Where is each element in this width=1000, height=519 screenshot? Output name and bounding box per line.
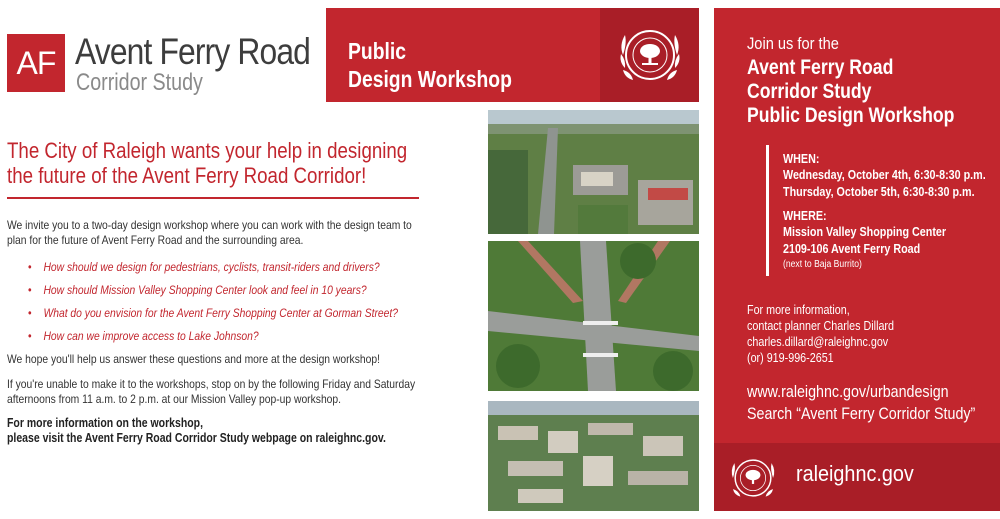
- panel-join-text: Join us for the: [747, 34, 839, 53]
- panel-title-line1: Avent Ferry Road: [747, 56, 894, 79]
- list-item: [28, 302, 398, 325]
- aerial-photo-shopping-center: [488, 110, 699, 234]
- question-text: What do you envision for the Avent Ferry Shopping Center at Gorman Street?: [43, 306, 398, 320]
- popup-paragraph: [7, 377, 415, 407]
- popup-line1: If you're unable to make it to the workshops, stop on by the following Friday and Saturday: [7, 377, 416, 391]
- question-list: [28, 256, 458, 348]
- banner-title-line2: Design Workshop: [348, 66, 512, 92]
- urbandesign-link[interactable]: www.raleighnc.gov/urbandesign: [747, 382, 949, 401]
- logo-title: Avent Ferry Road: [75, 31, 311, 72]
- bullet: •: [28, 283, 32, 297]
- footer-seal: [727, 452, 779, 504]
- links-block: [747, 381, 975, 425]
- contact-line2: contact planner Charles Dillard: [747, 319, 894, 333]
- hope-paragraph: We hope you'll help us answer these questions and more at the design workshop!: [7, 352, 380, 366]
- contact-phone: (or) 919-996-2651: [747, 351, 834, 365]
- panel-title-line3: Public Design Workshop: [747, 104, 955, 127]
- intro-line1: We invite you to a two-day design workshop where you can work with the design team to: [7, 218, 412, 232]
- where-block: [783, 209, 946, 272]
- contact-line1: For more information,: [747, 303, 850, 317]
- footer-url[interactable]: raleighnc.gov: [796, 461, 914, 486]
- aerial-photo-campus: [488, 401, 699, 511]
- more-info-paragraph: [7, 416, 386, 446]
- intro-line2: plan for the future of Avent Ferry Road and the surrounding area.: [7, 233, 304, 247]
- list-item: [28, 279, 398, 302]
- when-label: WHEN:: [783, 152, 820, 166]
- when-date-1: Wednesday, October 4th, 6:30-8:30 p.m.: [783, 168, 986, 182]
- headline-divider: [7, 197, 419, 199]
- search-instruction: Search “Avent Ferry Corridor Study”: [747, 404, 976, 423]
- intro-paragraph: [7, 218, 412, 248]
- city-seal-icon: [727, 452, 779, 504]
- where-note: (next to Baja Burrito): [783, 259, 862, 270]
- question-text: How should Mission Valley Shopping Center look and feel in 10 years?: [43, 283, 367, 297]
- headline-line2: the future of the Avent Ferry Road Corridor!: [7, 163, 367, 188]
- where-address: 2109-106 Avent Ferry Road: [783, 242, 921, 256]
- headline: [7, 138, 408, 188]
- panel-title-line2: Corridor Study: [747, 80, 872, 103]
- bullet: •: [28, 329, 32, 343]
- question-text: How should we design for pedestrians, cyclists, transit-riders and drivers?: [43, 260, 380, 274]
- af-logo-mark: [7, 34, 65, 92]
- banner-title-line1: Public: [348, 38, 406, 64]
- bullet: •: [28, 306, 32, 320]
- panel-title: [747, 56, 954, 128]
- headline-line1: The City of Raleigh wants your help in designing: [7, 138, 408, 163]
- panel-vertical-bar: [766, 145, 769, 276]
- contact-email[interactable]: charles.dillard@raleighnc.gov: [747, 335, 889, 349]
- banner-seal-panel: [600, 8, 699, 102]
- question-text: How can we improve access to Lake Johnson?: [43, 329, 259, 343]
- bullet: •: [28, 260, 32, 274]
- aerial-photo-intersection: [488, 241, 699, 391]
- where-label: WHERE:: [783, 209, 827, 223]
- more-info-line1: For more information on the workshop,: [7, 416, 204, 430]
- list-item: [28, 256, 398, 279]
- city-seal-icon: [615, 20, 685, 90]
- when-date-2: Thursday, October 5th, 6:30-8:30 p.m.: [783, 185, 975, 199]
- more-info-line2: please visit the Avent Ferry Road Corridor Study webpage on raleighnc.gov.: [7, 431, 386, 445]
- when-block: [783, 152, 986, 201]
- where-venue: Mission Valley Shopping Center: [783, 225, 947, 239]
- logo-abbr: AF: [16, 44, 56, 81]
- popup-line2: afternoons from 11 a.m. to 2 p.m. at our Mission Valley pop-up workshop.: [7, 392, 342, 406]
- logo-subtitle: Corridor Study: [76, 69, 203, 96]
- list-item: [28, 325, 398, 348]
- contact-block: [747, 302, 894, 366]
- banner-title: [348, 37, 512, 93]
